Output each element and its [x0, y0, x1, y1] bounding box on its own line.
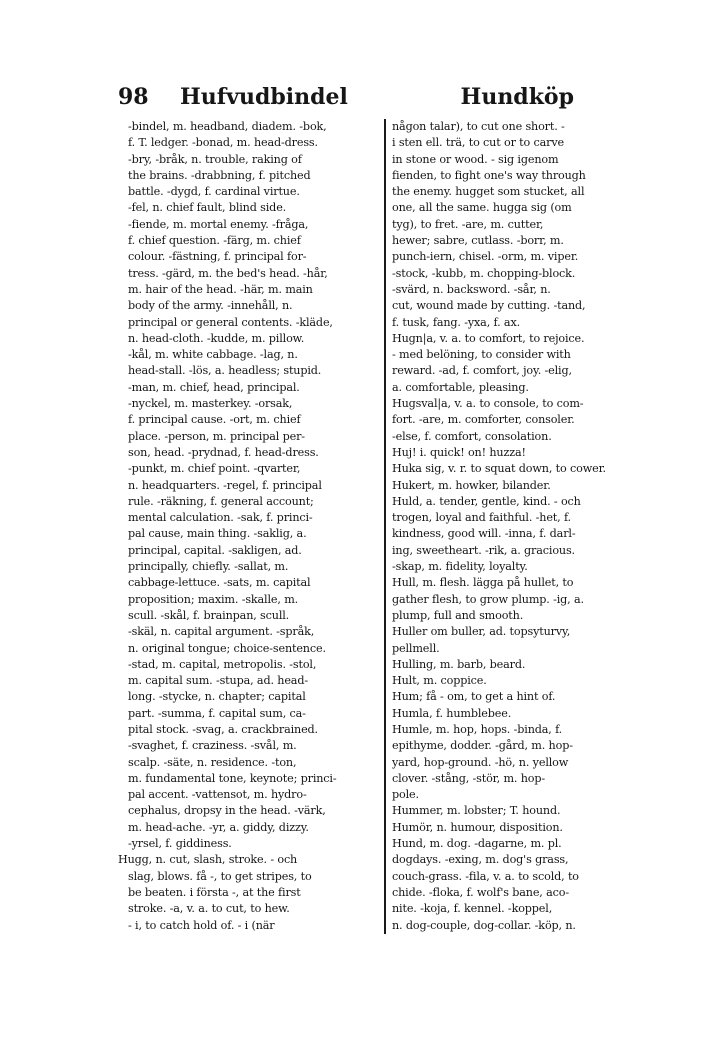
- entry-line: epithyme, dodder. -gård, m. hop-: [392, 739, 573, 753]
- entry-line: -skap, m. fidelity, loyalty.: [392, 560, 528, 574]
- entry-line: - med belöning, to consider with: [392, 348, 571, 362]
- entry-line: chide. -floka, f. wolf's bane, aco-: [392, 885, 569, 899]
- entry-line: Huka sig, v. r. to squat down, to cower.: [392, 462, 606, 476]
- entry-line: the brains. -drabbning, f. pitched: [128, 168, 311, 182]
- entry-line: Huller om buller, ad. topsyturvy,: [392, 625, 571, 639]
- entry-line: Hull, m. flesh. lägga på hullet, to: [392, 576, 574, 590]
- entry-line: pole.: [392, 788, 419, 802]
- entry-line: -kål, m. white cabbage. -lag, n.: [128, 348, 298, 362]
- entry-line: slag, blows. få -, to get stripes, to: [128, 869, 312, 883]
- entry-line: - i, to catch hold of. - i (när: [128, 918, 275, 932]
- entry-line: stroke. -a, v. a. to cut, to hew.: [128, 902, 290, 916]
- page-number: 98: [118, 84, 149, 110]
- entry-line: trogen, loyal and faithful. -het, f.: [392, 511, 571, 525]
- entry-line: head-stall. -lös, a. headless; stupid.: [128, 364, 322, 378]
- entry-line: -bindel, m. headband, diadem. -bok,: [128, 120, 327, 133]
- entry-line: reward. -ad, f. comfort, joy. -elig,: [392, 364, 572, 378]
- entry-line: cephalus, dropsy in the head. -värk,: [128, 804, 326, 818]
- entry-line: Hugsval|a, v. a. to console, to com-: [392, 397, 584, 411]
- entry-line: couch-grass. -fila, v. a. to scold, to: [392, 869, 579, 883]
- entry-line: the enemy. hugget som stucket, all: [392, 185, 585, 199]
- entry-line: pal accent. -vattensot, m. hydro-: [128, 788, 307, 802]
- entry-line: pellmell.: [392, 641, 440, 655]
- entry-line: n. original tongue; choice-sentence.: [128, 641, 326, 655]
- entry-line: Humör, n. humour, disposition.: [392, 820, 563, 834]
- right-column: [392, 119, 654, 934]
- entry-line: -svärd, n. backsword. -sår, n.: [392, 282, 551, 296]
- entry-line: mental calculation. -sak, f. princi-: [128, 511, 313, 525]
- entry-line: n. dog-couple, dog-collar. -köp, n.: [392, 918, 576, 932]
- entry-line: Huj! i. quick! on! huzza!: [392, 445, 526, 459]
- entry-line: clover. -stång, -stör, m. hop-: [392, 771, 546, 785]
- entry-line: någon talar), to cut one short. -: [392, 120, 565, 133]
- entry-line: yard, hop-ground. -hö, n. yellow: [392, 755, 569, 769]
- last-guide-word: Hundköp: [460, 84, 574, 110]
- entry-line: Humla, f. humblebee.: [392, 706, 512, 720]
- entry-line: principal or general contents. -kläde,: [128, 315, 333, 329]
- entry-line: place. -person, m. principal per-: [128, 429, 305, 443]
- entry-line: gather flesh, to grow plump. -ig, a.: [392, 592, 584, 606]
- entry-line: principally, chiefly. -sallat, m.: [128, 560, 289, 574]
- entry-line: cut, wound made by cutting. -tand,: [392, 299, 586, 313]
- entry-line: ing, sweetheart. -rik, a. gracious.: [392, 543, 575, 557]
- entry-line: one, all the same. hugga sig (om: [392, 201, 572, 215]
- entry-line: Hult, m. coppice.: [392, 674, 487, 688]
- entry-line: nite. -koja, f. kennel. -koppel,: [392, 902, 553, 916]
- entry-line: f. T. ledger. -bonad, m. head-dress.: [128, 136, 318, 150]
- entry-line: dogdays. -exing, m. dog's grass,: [392, 853, 569, 867]
- entry-line: -yrsel, f. giddiness.: [128, 837, 232, 851]
- entry-line: Hukert, m. howker, bilander.: [392, 478, 551, 492]
- entry-line: body of the army. -innehåll, n.: [128, 299, 293, 313]
- entry-line: pital stock. -svag, a. crackbrained.: [128, 722, 318, 736]
- entry-line: cabbage-lettuce. -sats, m. capital: [128, 576, 311, 590]
- entry-line: hewer; sabre, cutlass. -borr, m.: [392, 234, 564, 248]
- entry-line: Hund, m. dog. -dagarne, m. pl.: [392, 837, 562, 851]
- entry-line: son, head. -prydnad, f. head-dress.: [128, 445, 319, 459]
- entry-line: tress. -gärd, m. the bed's head. -hår,: [128, 266, 328, 280]
- entry-line: plump, full and smooth.: [392, 608, 524, 622]
- entry-line: m. capital sum. -stupa, ad. head-: [128, 674, 308, 688]
- entry-line: a. comfortable, pleasing.: [392, 380, 529, 394]
- column-divider: [384, 119, 386, 934]
- entry-line: Hum; få - om, to get a hint of.: [392, 690, 556, 704]
- entry-line: pal cause, main thing. -saklig, a.: [128, 527, 307, 541]
- entry-line: f. chief question. -färg, m. chief: [128, 234, 301, 248]
- entry-line: -skäl, n. capital argument. -språk,: [128, 625, 315, 639]
- entry-line: long. -stycke, n. chapter; capital: [128, 690, 306, 704]
- entry-line: -stock, -kubb, m. chopping-block.: [392, 266, 576, 280]
- entry-line: Humle, m. hop, hops. -binda, f.: [392, 722, 563, 736]
- entry-line: -fel, n. chief fault, blind side.: [128, 201, 287, 215]
- entry-line: m. hair of the head. -här, m. main: [128, 282, 313, 296]
- entry-line: fienden, to fight one's way through: [392, 168, 586, 182]
- entry-line: scalp. -säte, n. residence. -ton,: [128, 755, 297, 769]
- entry-line: fort. -are, m. comforter, consoler.: [392, 413, 575, 427]
- entry-line: -svaghet, f. craziness. -svål, m.: [128, 739, 297, 753]
- entry-line: -man, m. chief, head, principal.: [128, 380, 300, 394]
- entry-line: n. headquarters. -regel, f. principal: [128, 478, 322, 492]
- entry-line: kindness, good will. -inna, f. darl-: [392, 527, 576, 541]
- entry-line: f. tusk, fang. -yxa, f. ax.: [392, 315, 521, 329]
- entry-line: in stone or wood. - sig igenom: [392, 152, 559, 166]
- entry-line: -punkt, m. chief point. -qvarter,: [128, 462, 301, 476]
- entry-line: f. principal cause. -ort, m. chief: [128, 413, 301, 427]
- entry-line: part. -summa, f. capital sum, ca-: [128, 706, 306, 720]
- entry-line: m. fundamental tone, keynote; princi-: [128, 771, 337, 785]
- entry-line: i sten ell. trä, to cut or to carve: [392, 136, 564, 150]
- entry-line: -nyckel, m. masterkey. -orsak,: [128, 397, 293, 411]
- entry-line: tyg), to fret. -are, m. cutter,: [392, 217, 544, 231]
- left-column: [118, 119, 376, 934]
- entry-line: scull. -skål, f. brainpan, scull.: [128, 608, 290, 622]
- entry-line: -stad, m. capital, metropolis. -stol,: [128, 657, 317, 671]
- entry-line: m. head-ache. -yr, a. giddy, dizzy.: [128, 820, 309, 834]
- entry-line: colour. -fästning, f. principal for-: [128, 250, 307, 264]
- entry-line: Hugg, n. cut, slash, stroke. - och: [118, 853, 298, 867]
- entry-line: be beaten. i första -, at the first: [128, 885, 301, 899]
- entry-line: Huld, a. tender, gentle, kind. - och: [392, 494, 581, 508]
- entry-line: Hummer, m. lobster; T. hound.: [392, 804, 561, 818]
- entry-line: Hugn|a, v. a. to comfort, to rejoice.: [392, 331, 585, 345]
- entry-line: rule. -räkning, f. general account;: [128, 494, 314, 508]
- page-header: [118, 84, 574, 118]
- first-guide-word: Hufvudbindel: [180, 84, 348, 110]
- entry-line: battle. -dygd, f. cardinal virtue.: [128, 185, 300, 199]
- entry-line: -bry, -bråk, n. trouble, raking of: [128, 152, 302, 166]
- entry-line: -else, f. comfort, consolation.: [392, 429, 552, 443]
- entry-line: punch-iern, chisel. -orm, m. viper.: [392, 250, 579, 264]
- entry-line: -fiende, m. mortal enemy. -fråga,: [128, 217, 309, 231]
- entry-line: principal, capital. -sakligen, ad.: [128, 543, 302, 557]
- entry-line: n. head-cloth. -kudde, m. pillow.: [128, 331, 305, 345]
- entry-line: Hulling, m. barb, beard.: [392, 657, 526, 671]
- entry-line: proposition; maxim. -skalle, m.: [128, 592, 299, 606]
